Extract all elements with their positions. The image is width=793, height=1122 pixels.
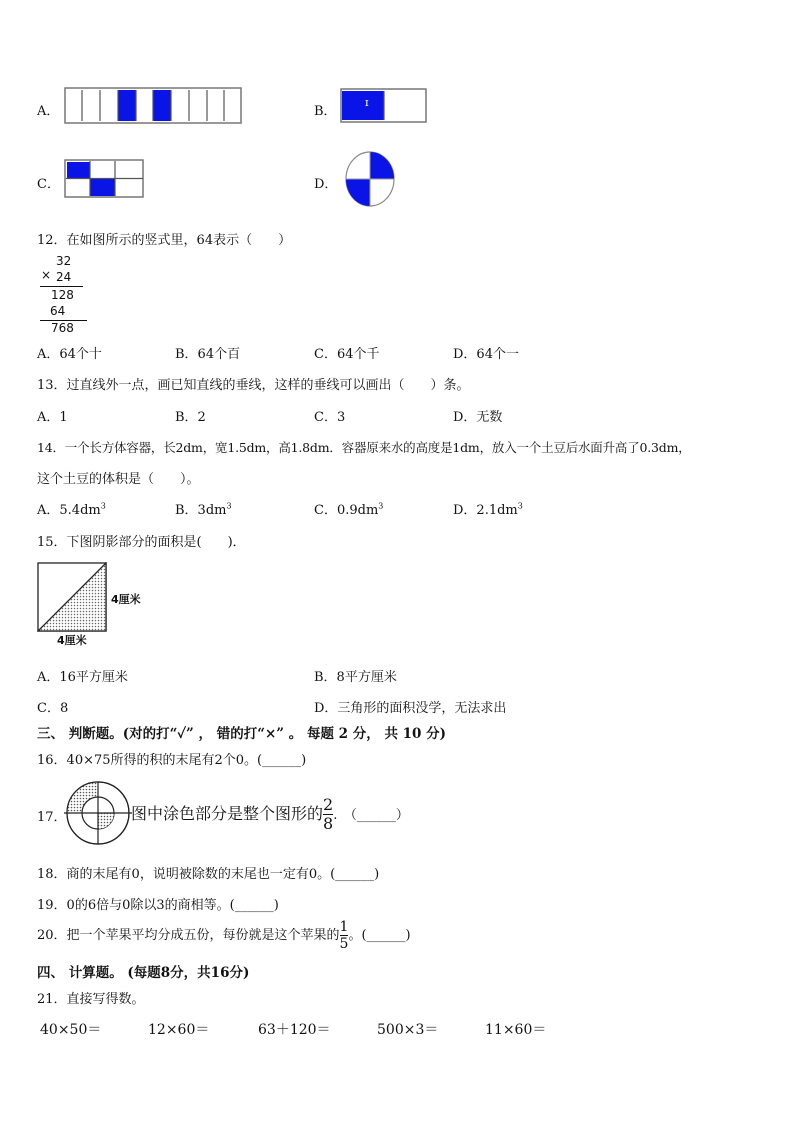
q21-item-4: 500×3＝ [377,1022,439,1038]
q12-vertical-top: 32 [56,254,72,268]
q21-question: 21．直接写得数。 [37,992,145,1007]
q12-option-a[interactable]: A．64个十 [37,347,102,362]
q12-vertical-line1 [40,286,83,287]
q15-option-d[interactable]: D．三角形的面积没学，无法求出 [314,701,507,716]
q17-figure [64,779,132,847]
q12-vertical-partial1: 128 [51,288,74,302]
q11-figure-b-mark: ɪ [365,96,369,109]
q20-question: 20．把一个苹果平均分成五份，每份就是这个苹果的 $\frac{1}{5}$ 。(______) [37,919,411,952]
q11-option-b-label: B． [314,104,337,119]
q17-question: 图中涂色部分是整个图形的 $\frac{2}{8}$ . （______） [131,795,409,833]
q15-option-c[interactable]: C．8 [37,701,69,716]
q11-figure-c [64,159,146,199]
q21-item-2: 12×60＝ [148,1022,210,1038]
q15-bottom-label: 4厘米 [57,634,87,647]
q20-fraction: $\frac{1}{5}$ [339,919,349,952]
q11-figure-a [64,87,244,125]
q15-option-b[interactable]: B．8平方厘米 [314,670,397,685]
q21-item-1: 40×50＝ [40,1022,102,1038]
q12-vertical-second: 24 [56,270,72,284]
q14-question-line2: 这个土豆的体积是（ ）。 [37,472,200,487]
q12-question: 12．在如图所示的竖式里，64表示（ ） [37,233,292,248]
q12-option-b[interactable]: B．64个百 [175,347,241,362]
q13-option-b[interactable]: B．2 [175,410,206,425]
q15-question: 15．下图阴影部分的面积是( )． [37,535,246,550]
q13-question: 13．过直线外一点，画已知直线的垂线，这样的垂线可以画出（ ）条。 [37,378,470,393]
q15-side-label: 4厘米 [111,593,141,606]
q11-option-c-label: C． [37,177,60,192]
q12-option-c[interactable]: C．64个千 [314,347,380,362]
q14-option-d[interactable]: D．$2.1dm^3$ [453,501,523,518]
q15-option-a[interactable]: A．16平方厘米 [37,670,128,685]
section3-title: 三、 判断题。(对的打“✓” ， 错的打“×” 。 每题 2 分， 共 10 分) [37,726,447,742]
q12-vertical-partial2: 64 [50,304,66,318]
q12-vertical-times: × [41,268,52,282]
q13-option-d[interactable]: D．无数 [453,410,503,425]
q13-option-c[interactable]: C．3 [314,410,346,425]
section4-title: 四、 计算题。 (每题8分，共16分) [37,965,250,981]
q19-question: 19．0的6倍与0除以3的商相等。(______) [37,898,279,913]
q21-item-5: 11×60＝ [485,1022,547,1038]
q13-option-a[interactable]: A．1 [37,410,68,425]
q11-figure-b [340,88,428,124]
q12-option-d[interactable]: D．64个一 [453,347,519,362]
q17-number: 17． [37,810,67,825]
q14-option-b[interactable]: B．$3dm^3$ [175,501,232,518]
q11-option-a-label: A． [37,104,60,119]
q14-question-line1: 14．一个长方体容器，长2dm，宽1.5dm，高1.8dm．容器原来水的高度是1dm，放入一个土豆后水面升高了0.3dm， [37,440,691,455]
q11-figure-d [344,150,398,210]
q14-option-c[interactable]: C．$0.9dm^3$ [314,501,384,518]
q18-question: 18．商的末尾有0，说明被除数的末尾也一定有0。(______) [37,867,380,882]
q15-figure [37,562,109,634]
q14-option-a[interactable]: A．$5.4dm^3$ [37,501,106,518]
q17-fraction: $\frac{2}{8}$ [323,795,334,833]
q11-option-d-label: D． [314,177,338,192]
q16-question: 16．40×75所得的积的末尾有2个0。(______) [37,753,307,768]
q21-item-3: 63＋120＝ [258,1022,331,1038]
q12-vertical-result: 768 [51,321,74,335]
